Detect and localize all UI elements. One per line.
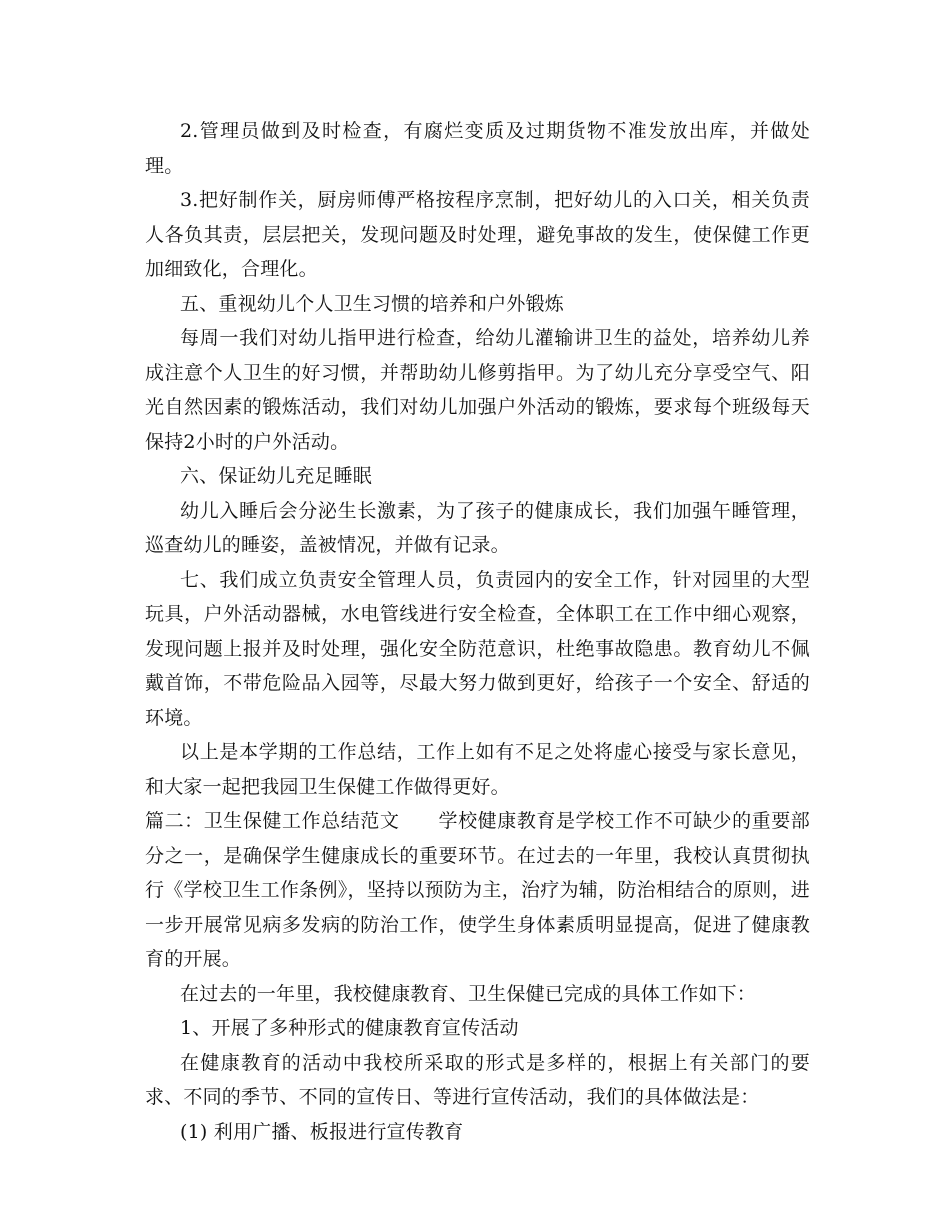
paragraph-1: 2.管理员做到及时检查，有腐烂变质及过期货物不准发放出库，并做处理。 — [145, 120, 810, 177]
paragraph-2: 3.把好制作关，厨房师傅严格按程序烹制，把好幼儿的入口关，相关负责人各负其责，层层把关，发现问题及时处理，避免事故的发生，使保健工作更加细致化，合理化。 — [145, 189, 810, 280]
paragraph-7: 七、我们成立负责安全管理人员，负责园内的安全工作，针对园里的大型玩具，户外活动器械，水电管线进行安全检查，全体职工在工作中细心观察，发现问题上报并及时处理，强化安全防范意识，杜绝事故隐患。教育幼儿不佩戴首饰，不带危险品入园等，尽最大努力做到更好，给孩子一个安全、舒适的环境。 — [145, 568, 810, 729]
section-heading-6: 六、保证幼儿充足睡眠 — [180, 465, 373, 487]
paragraph-12: 在健康教育的活动中我校所采取的形式是多样的，根据上有关部门的要求、不同的季节、不同的宣传日、等进行宣传活动，我们的具体做法是： — [145, 1051, 810, 1108]
paragraph-6: 幼儿入睡后会分泌生长激素，为了孩子的健康成长，我们加强午睡管理，巡查幼儿的睡姿，盖被情况，并做有记录。 — [145, 499, 810, 556]
section-heading-1: 1、开展了多种形式的健康教育宣传活动 — [180, 1017, 519, 1039]
paragraph-8: 以上是本学期的工作总结，工作上如有不足之处将虚心接受与家长意见，和大家一起把我园卫生保健工作做得更好。 — [145, 741, 810, 798]
paragraph-4: 每周一我们对幼儿指甲进行检查，给幼儿灌输讲卫生的益处，培养幼儿养成注意个人卫生的好习惯，并帮助幼儿修剪指甲。为了幼儿充分享受空气、阳光自然因素的锻炼活动，我们对幼儿加强户外活动的锻炼，要求每个班级每天保持2小时的户外活动。 — [145, 327, 810, 453]
paragraph-10: 在过去的一年里，我校健康教育、卫生保健已完成的具体工作如下： — [180, 982, 757, 1005]
sub-heading-1: (1) 利用广播、板报进行宣传教育 — [180, 1120, 464, 1143]
document-body — [145, 114, 810, 1149]
section-heading-5: 五、重视幼儿个人卫生习惯的培养和户外锻炼 — [180, 292, 565, 315]
paragraph-9: 篇二：卫生保健工作总结范文 学校健康教育是学校工作不可缺少的重要部分之一，是确保学生健康成长的重要环节。在过去的一年里，我校认真贯彻执行《学校卫生工作条例》，坚持以预防为主，治疗为辅，防治相结合的原则，进一步开展常见病多发病的防治工作，使学生身体素质明显提高，促进了健康教育的开展。 — [145, 810, 810, 970]
